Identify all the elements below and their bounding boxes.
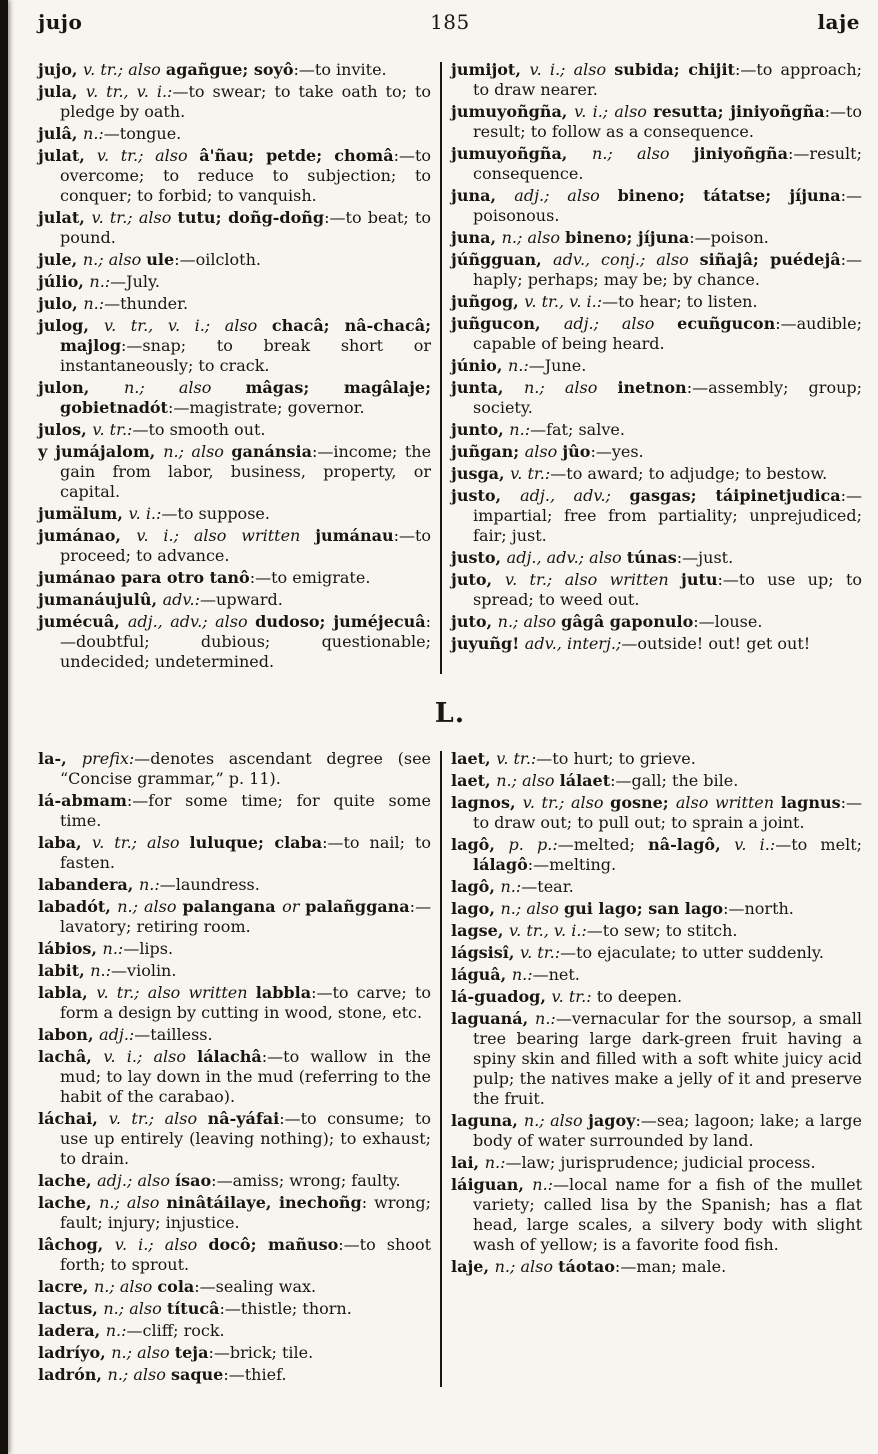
- dictionary-entry: julâ, n.:—tongue.: [38, 124, 182, 143]
- dictionary-entry: láguâ, n.:—net.: [451, 965, 580, 984]
- dictionary-entry: lábios, n.:—lips.: [38, 939, 174, 958]
- dictionary-entry: justo, adj., adv.; also túnas:—just.: [451, 548, 734, 567]
- dictionary-entry: labadót, n.; also palangana or palañggana:—lavatory; retiring room.: [38, 897, 432, 936]
- dictionary-entry: laguaná, n.:—vernacular for the soursop, a small tree bearing large dark-green fruit having a spiny skin and filled with a soft white juicy acid pulp; the natives make a jelly of it and preserve the fruit.: [451, 1009, 863, 1108]
- dictionary-entry: lache, adj.; also ísao:—amiss; wrong; faulty.: [38, 1171, 401, 1190]
- dictionary-entry: julat, v. tr.; also â'ñau; petde; chomâ:—to overcome; to reduce to subjection; to conquer; to forbid; to vanquish.: [38, 146, 432, 205]
- dictionary-entry: jumuyoñgña, v. i.; also resutta; jiniyoñgña:—to result; to follow as a consequence.: [451, 102, 863, 141]
- dictionary-entry: junto, n.:—fat; salve.: [451, 420, 625, 439]
- dictionary-entry: jumanáujulû, adv.:—upward.: [38, 590, 283, 609]
- column-l-right: [451, 749, 862, 1387]
- dictionary-entry: juto, n.; also gâgâ gaponulo:—louse.: [451, 612, 763, 631]
- dictionary-entry: juñgucon, adj.; also ecuñgucon:—audible; capable of being heard.: [451, 314, 863, 353]
- column-j-left: [38, 60, 431, 674]
- header-guide-word-left: jujo: [38, 10, 83, 34]
- dictionary-entry: júlio, n.:—July.: [38, 272, 161, 291]
- dictionary-entry: jumijot, v. i.; also subida; chijit:—to approach; to draw nearer.: [451, 60, 863, 99]
- dictionary-entry: láiguan, n.:—local name for a fish of the mullet variety; called lisa by the Spanish; has a flat head, large scales, a silvery body with slight wash of yellow; is a favorite food fish.: [451, 1175, 863, 1254]
- dictionary-entry: jumälum, v. i.:—to suppose.: [38, 504, 270, 523]
- dictionary-entry: labandera, n.:—laundress.: [38, 875, 260, 894]
- dictionary-entry: laet, v. tr.:—to hurt; to grieve.: [451, 749, 696, 768]
- dictionary-entry: jujo, v. tr.; also agañgue; soyô:—to invite.: [38, 60, 387, 79]
- dictionary-entry: junta, n.; also inetnon:—assembly; group; society.: [451, 378, 863, 417]
- dictionary-entry: la-, prefix:—denotes ascendant degree (see “Concise grammar,” p. 11).: [38, 749, 432, 788]
- dictionary-entry: jusga, v. tr.:—to award; to adjudge; to bestow.: [451, 464, 828, 483]
- dictionary-entry: lago, n.; also gui lago; san lago:—north.: [451, 899, 794, 918]
- dictionary-entry: juñgan; also jûo:—yes.: [451, 442, 644, 461]
- dictionary-entry: justo, adj., adv.; gasgas; táipinetjudica:—impartial; free from partiality; unprejudiced; fair; just.: [451, 486, 863, 545]
- dictionary-entry: jumécuâ, adj., adv.; also dudoso; juméjecuâ:—doubtful; dubious; questionable; undecided; undetermined.: [38, 612, 432, 671]
- dictionary-entry: laje, n.; also táotao:—man; male.: [451, 1257, 727, 1276]
- binding-shadow: [0, 0, 8, 1454]
- column-j-right: [451, 60, 862, 674]
- dictionary-entry: julat, v. tr.; also tutu; doñg-doñg:—to beat; to pound.: [38, 208, 432, 247]
- dictionary-entry: julon, n.; also mâgas; magâlaje; gobietnadót:—magistrate; governor.: [38, 378, 431, 417]
- dictionary-entry: lá-abmam:—for some time; for quite some time.: [38, 791, 432, 830]
- header-page-number: 185: [430, 10, 470, 34]
- column-l-left: [38, 749, 431, 1387]
- dictionary-entry: lágsisî, v. tr.:—to ejaculate; to utter suddenly.: [451, 943, 824, 962]
- page-content: [38, 0, 862, 1387]
- dictionary-entry: juyuñg! adv., interj.;—outside! out! get out!: [451, 634, 811, 653]
- section-j-entries: [38, 60, 862, 674]
- dictionary-entry: laet, n.; also lálaet:—gall; the bile.: [451, 771, 739, 790]
- dictionary-entry: labla, v. tr.; also written labbla:—to carve; to form a design by cutting in wood, stone, etc.: [38, 983, 432, 1022]
- column-divider: [440, 62, 442, 674]
- dictionary-entry: juñgog, v. tr., v. i.:—to hear; to listen.: [451, 292, 758, 311]
- dictionary-entry: lache, n.; also ninâtáilaye, inechoñg: wrong; fault; injury; injustice.: [38, 1193, 432, 1232]
- dictionary-entry: ladrón, n.; also saque:—thief.: [38, 1365, 287, 1384]
- dictionary-entry: júñgguan, adv., conj.; also siñajâ; puédejâ:—haply; perhaps; may be; by chance.: [451, 250, 863, 289]
- dictionary-entry: jumuyoñgña, n.; also jiniyoñgña:—result; consequence.: [451, 144, 862, 183]
- dictionary-entry: jula, v. tr., v. i.:—to swear; to take oath to; to pledge by oath.: [38, 82, 432, 121]
- dictionary-entry: lagnos, v. tr.; also gosne; also written lagnus:—to draw out; to pull out; to sprain a joint.: [451, 793, 863, 832]
- dictionary-entry: lai, n.:—law; jurisprudence; judicial process.: [451, 1153, 816, 1172]
- dictionary-entry: y jumájalom, n.; also ganánsia:—income; the gain from labor, business, property, or capital.: [38, 442, 432, 501]
- dictionary-entry: jumánao para otro tanô:—to emigrate.: [38, 568, 371, 587]
- dictionary-entry: lagô, p. p.:—melted; nâ-lagô, v. i.:—to melt; lálagô:—melting.: [451, 835, 863, 874]
- dictionary-entry: labon, adj.:—tailless.: [38, 1025, 213, 1044]
- dictionary-entry: julo, n.:—thunder.: [38, 294, 189, 313]
- dictionary-entry: lactus, n.; also títucâ:—thistle; thorn.: [38, 1299, 352, 1318]
- dictionary-entry: labit, n.:—violin.: [38, 961, 177, 980]
- dictionary-entry: jumánao, v. i.; also written jumánau:—to proceed; to advance.: [38, 526, 432, 565]
- dictionary-entry: láchai, v. tr.; also nâ-yáfai:—to consume; to use up entirely (leaving nothing); to exhaust; to drain.: [38, 1109, 432, 1168]
- dictionary-entry: laguna, n.; also jagoy:—sea; lagoon; lake; a large body of water surrounded by land.: [451, 1111, 863, 1150]
- dictionary-entry: juna, n.; also bineno; jíjuna:—poison.: [451, 228, 769, 247]
- dictionary-entry: lagô, n.:—tear.: [451, 877, 574, 896]
- dictionary-entry: laba, v. tr.; also luluque; claba:—to nail; to fasten.: [38, 833, 432, 872]
- dictionary-entry: ladera, n.:—cliff; rock.: [38, 1321, 225, 1340]
- dictionary-entry: ladríyo, n.; also teja:—brick; tile.: [38, 1343, 314, 1362]
- dictionary-entry: júnio, n.:—June.: [451, 356, 587, 375]
- dictionary-entry: lagse, v. tr., v. i.:—to sew; to stitch.: [451, 921, 738, 940]
- letter-heading: L.: [434, 698, 466, 729]
- dictionary-entry: lâchog, v. i.; also docô; mañuso:—to shoot forth; to sprout.: [38, 1235, 432, 1274]
- dictionary-entry: juto, v. tr.; also written jutu:—to use up; to spread; to weed out.: [451, 570, 863, 609]
- dictionary-entry: lá-guadog, v. tr.: to deepen.: [451, 987, 683, 1006]
- dictionary-entry: lacre, n.; also cola:—sealing wax.: [38, 1277, 317, 1296]
- dictionary-entry: juna, adj.; also bineno; tátatse; jíjuna:—poisonous.: [451, 186, 863, 225]
- column-divider: [440, 751, 442, 1387]
- dictionary-entry: julog, v. tr., v. i.; also chacâ; nâ-chacâ; majlog:—snap; to break short or instantaneously; to crack.: [38, 316, 432, 375]
- dictionary-entry: lachâ, v. i.; also lálachâ:—to wallow in the mud; to lay down in the mud (referring to the habit of the carabao).: [38, 1047, 432, 1106]
- header-guide-word-right: laje: [817, 10, 860, 34]
- section-l-entries: [38, 749, 862, 1387]
- running-head: [38, 10, 862, 34]
- dictionary-entry: jule, n.; also ule:—oilcloth.: [38, 250, 261, 269]
- dictionary-entry: julos, v. tr.:—to smooth out.: [38, 420, 266, 439]
